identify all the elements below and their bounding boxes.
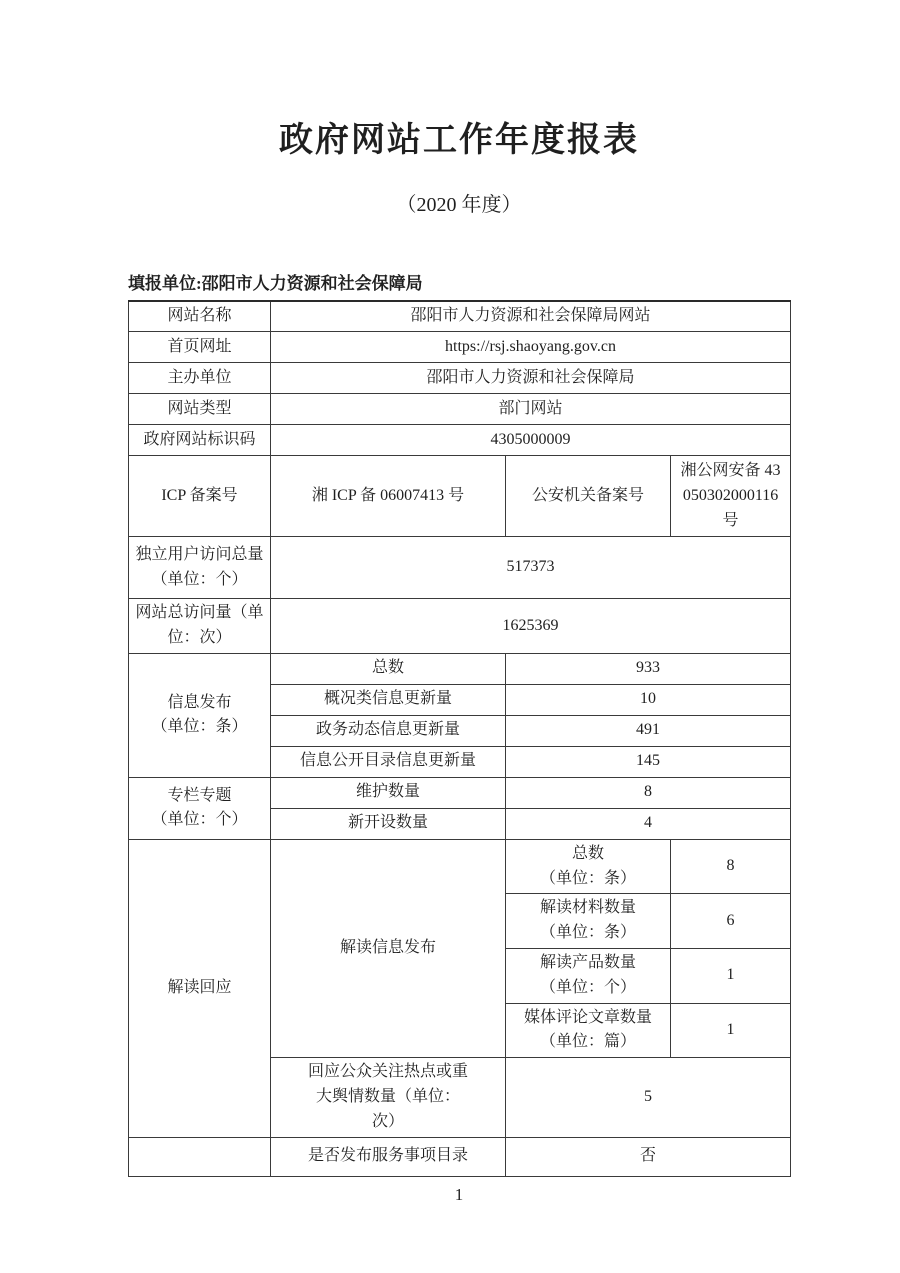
interpretation-materials-label <box>506 894 671 949</box>
interpretation-products-value: 1 <box>671 949 791 1004</box>
host-unit-label: 主办单位 <box>129 363 271 394</box>
security-record-value: 湘公网安备 43050302000116 号 <box>671 456 791 537</box>
table-row-site-type <box>129 394 791 425</box>
page-subtitle: （2020 年度） <box>396 193 522 216</box>
site-name-value: 邵阳市人力资源和社会保障局网站 <box>271 301 791 332</box>
table-row-total-visits <box>129 599 791 654</box>
table-row-icp-record <box>129 456 791 537</box>
interpretation-total-label <box>506 839 671 894</box>
interpretation-group-label: 解读回应 <box>129 839 271 1137</box>
total-visits-label: 网站总访问量（单位：次） <box>129 599 271 654</box>
empty-cell <box>129 1137 271 1176</box>
site-id-code-label: 政府网站标识码 <box>129 425 271 456</box>
site-type-value: 部门网站 <box>271 394 791 425</box>
table-row-site-name <box>129 301 791 332</box>
interpretation-products-unit: （单位：个） <box>539 978 636 996</box>
columns-maintained-value: 8 <box>506 777 791 808</box>
info-release-group-unit: （单位：条） <box>151 718 248 736</box>
special-columns-group-label <box>129 777 271 839</box>
interpretation-total-unit: （单位：条） <box>539 869 636 887</box>
homepage-url-label: 首页网址 <box>129 332 271 363</box>
interpretation-subgroup-label: 解读信息发布 <box>271 839 506 1057</box>
media-commentary-label <box>506 1003 671 1058</box>
columns-maintained-label: 维护数量 <box>271 777 506 808</box>
service-catalog-label: 是否发布服务事项目录 <box>271 1137 506 1176</box>
table-row-interpretation-total <box>129 839 791 894</box>
table-row-info-release-total <box>129 653 791 684</box>
interpretation-products-label <box>506 949 671 1004</box>
columns-new-value: 4 <box>506 808 791 839</box>
site-id-code-value: 4305000009 <box>271 425 791 456</box>
media-commentary-unit: （单位：篇） <box>539 1033 636 1051</box>
site-name-label: 网站名称 <box>129 301 271 332</box>
icp-record-label: ICP 备案号 <box>129 456 271 537</box>
columns-new-label: 新开设数量 <box>271 808 506 839</box>
interpretation-materials-unit: （单位：条） <box>539 924 636 942</box>
gov-news-updates-label: 政务动态信息更新量 <box>271 715 506 746</box>
unique-visitors-value: 517373 <box>271 537 791 599</box>
overview-updates-value: 10 <box>506 684 791 715</box>
special-columns-group-unit: （单位：个） <box>151 811 248 829</box>
public-response-label <box>271 1058 506 1137</box>
reporting-unit-label: 填报单位:邵阳市人力资源和社会保障局 <box>128 273 423 293</box>
total-visits-value: 1625369 <box>271 599 791 654</box>
annual-report-table <box>128 300 791 1177</box>
icp-record-value: 湘 ICP 备 06007413 号 <box>271 456 506 537</box>
security-record-label: 公安机关备案号 <box>506 456 671 537</box>
site-type-label: 网站类型 <box>129 394 271 425</box>
info-release-total-label: 总数 <box>271 653 506 684</box>
host-unit-value: 邵阳市人力资源和社会保障局 <box>271 363 791 394</box>
interpretation-total-value: 8 <box>671 839 791 894</box>
open-catalog-updates-label: 信息公开目录信息更新量 <box>271 746 506 777</box>
interpretation-products-name: 解读产品数量 <box>539 954 636 972</box>
table-row-unique-visitors <box>129 537 791 599</box>
table-row-homepage-url <box>129 332 791 363</box>
public-response-label-text: 回应公众关注热点或重大舆情数量（单位：次） <box>308 1063 469 1130</box>
gov-news-updates-value: 491 <box>506 715 791 746</box>
report-content <box>128 0 790 1177</box>
special-columns-group-name: 专栏专题 <box>167 786 232 804</box>
overview-updates-label: 概况类信息更新量 <box>271 684 506 715</box>
public-response-value: 5 <box>506 1058 791 1137</box>
page-number: 1 <box>454 1185 464 1204</box>
interpretation-materials-value: 6 <box>671 894 791 949</box>
table-row-host-unit <box>129 363 791 394</box>
interpretation-total-name: 总数 <box>571 844 604 862</box>
table-row-service-catalog <box>129 1137 791 1176</box>
media-commentary-value: 1 <box>671 1003 791 1058</box>
info-release-total-value: 933 <box>506 653 791 684</box>
table-row-columns-maintained <box>129 777 791 808</box>
unique-visitors-label: 独立用户访问总量（单位：个） <box>129 537 271 599</box>
table-row-site-id-code <box>129 425 791 456</box>
homepage-url-value: https://rsj.shaoyang.gov.cn <box>271 332 791 363</box>
info-release-group-label <box>129 653 271 777</box>
media-commentary-name: 媒体评论文章数量 <box>523 1008 652 1026</box>
open-catalog-updates-value: 145 <box>506 746 791 777</box>
service-catalog-value: 否 <box>506 1137 791 1176</box>
info-release-group-name: 信息发布 <box>167 693 232 711</box>
interpretation-materials-name: 解读材料数量 <box>539 899 636 917</box>
page-title: 政府网站工作年度报表 <box>279 121 639 159</box>
